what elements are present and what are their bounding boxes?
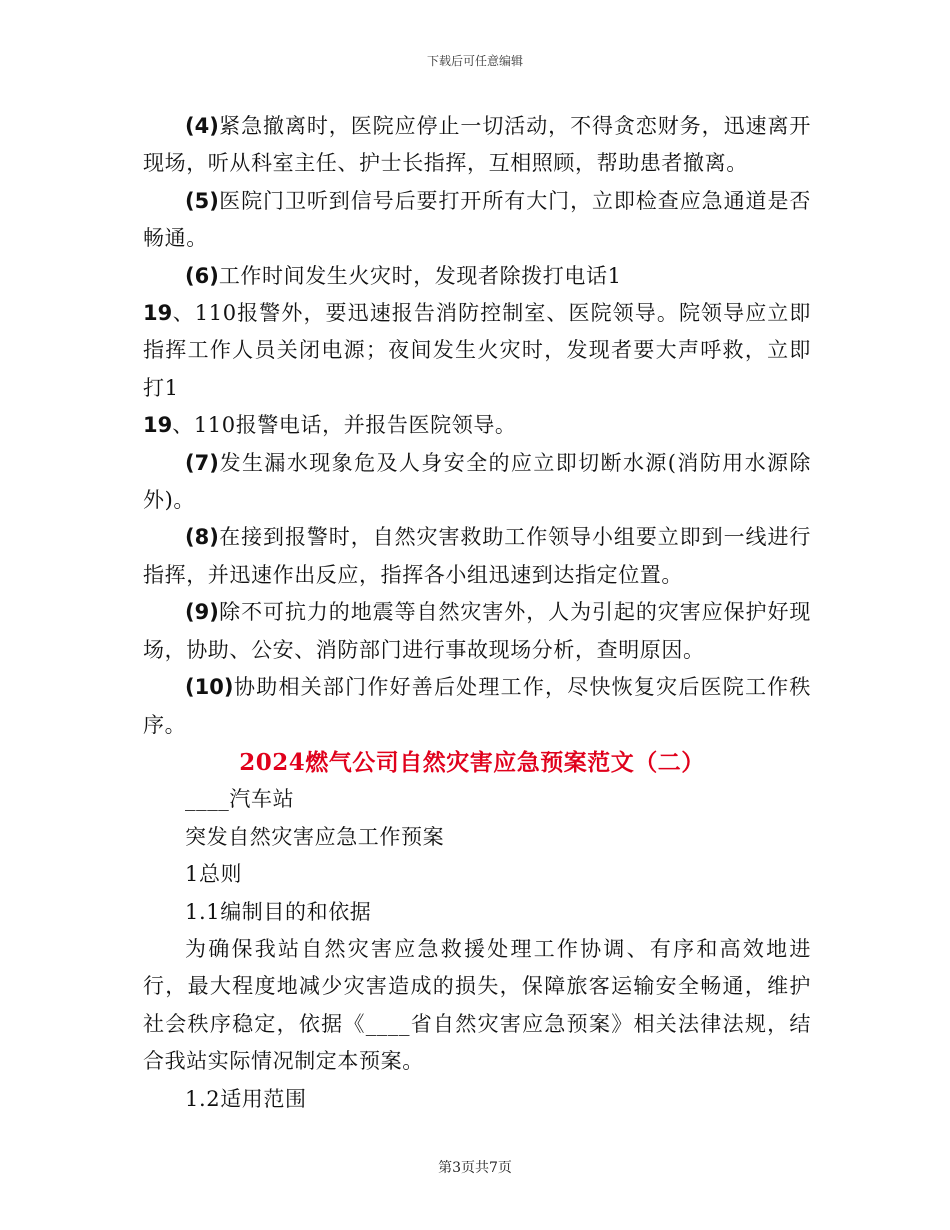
item-number: (7) [185,450,219,475]
page-header: 下载后可任意编辑 [426,54,523,68]
paragraph-text: 发生漏水现象危及人身安全的应立即切断水源(消防用水源除外)。 [143,450,811,513]
item-number: (10) [185,675,234,700]
item-number: (9) [185,600,219,625]
paragraph-item-6 [143,258,811,295]
paragraph-text: 协助相关部门作好善后处理工作，尽快恢复灾后医院工作秩序。 [143,675,811,737]
station-name: ____汽车站 [185,787,295,812]
paragraph-item-9 [143,594,811,669]
paragraph-item-6-cont-2 [143,407,811,444]
paragraph-text: 紧急撤离时，医院应停止一切活动，不得贪恋财务，迅速离开现场，听从科室主任、护士长指挥，互相照顾，帮助患者撤离。 [143,114,811,176]
item-number: (6) [185,263,219,288]
body-paragraph: 为确保我站自然灾害应急救援处理工作协调、有序和高效地进行，最大程度地减少灾害造成的损失，保障旅客运输安全畅通，维护社会秩序稳定，依据《____省自然灾害应急预案》相关法律法规，结合我站实际情况制定本预案。 [143,936,811,1074]
document-body [143,108,811,1118]
paragraph-item-7 [143,445,811,520]
item-number: 19 [143,301,173,326]
paragraph-item-6-cont [143,295,811,407]
paragraph-text: 医院门卫听到信号后要打开所有大门，立即检查应急通道是否畅通。 [143,188,811,251]
paragraph-item-5 [143,183,811,258]
paragraph-text: 在接到报警时，自然灾害救助工作领导小组要立即到一线进行指挥，并迅速作出反应，指挥各小组迅速到达指定位置。 [143,525,811,587]
paragraph-text: 工作时间发生火灾时，发现者除拨打电话1 [218,263,622,288]
item-number: (5) [185,188,219,213]
item-number: (8) [185,525,219,550]
paragraph-item-10 [143,669,811,744]
paragraph-item-8 [143,519,811,594]
section-title: 2024燃气公司自然灾害应急预案范文（二） [239,748,705,776]
item-number: 19 [143,413,173,438]
chapter-heading: 1总则 [185,862,243,887]
paragraph-text: 除不可抗力的地震等自然灾害外，人为引起的灾害应保护好现场，协助、公安、消防部门进行事故现场分析，查明原因。 [143,600,811,662]
paragraph-text: 、110报警电话，并报告医院领导。 [172,413,517,438]
page-footer: 第3页共7页 [438,1160,512,1176]
paragraph-item-4 [143,108,811,183]
subsection-heading: 1.1编制目的和依据 [185,899,372,924]
item-number: (4) [185,114,219,138]
subsection-heading: 1.2适用范围 [185,1086,307,1111]
paragraph-text: 、110报警外，要迅速报告消防控制室、医院领导。院领导应立即指挥工作人员关闭电源；夜间发生火灾时，发现者要大声呼救，立即打1 [143,301,811,400]
plan-name: 突发自然灾害应急工作预案 [185,824,445,849]
